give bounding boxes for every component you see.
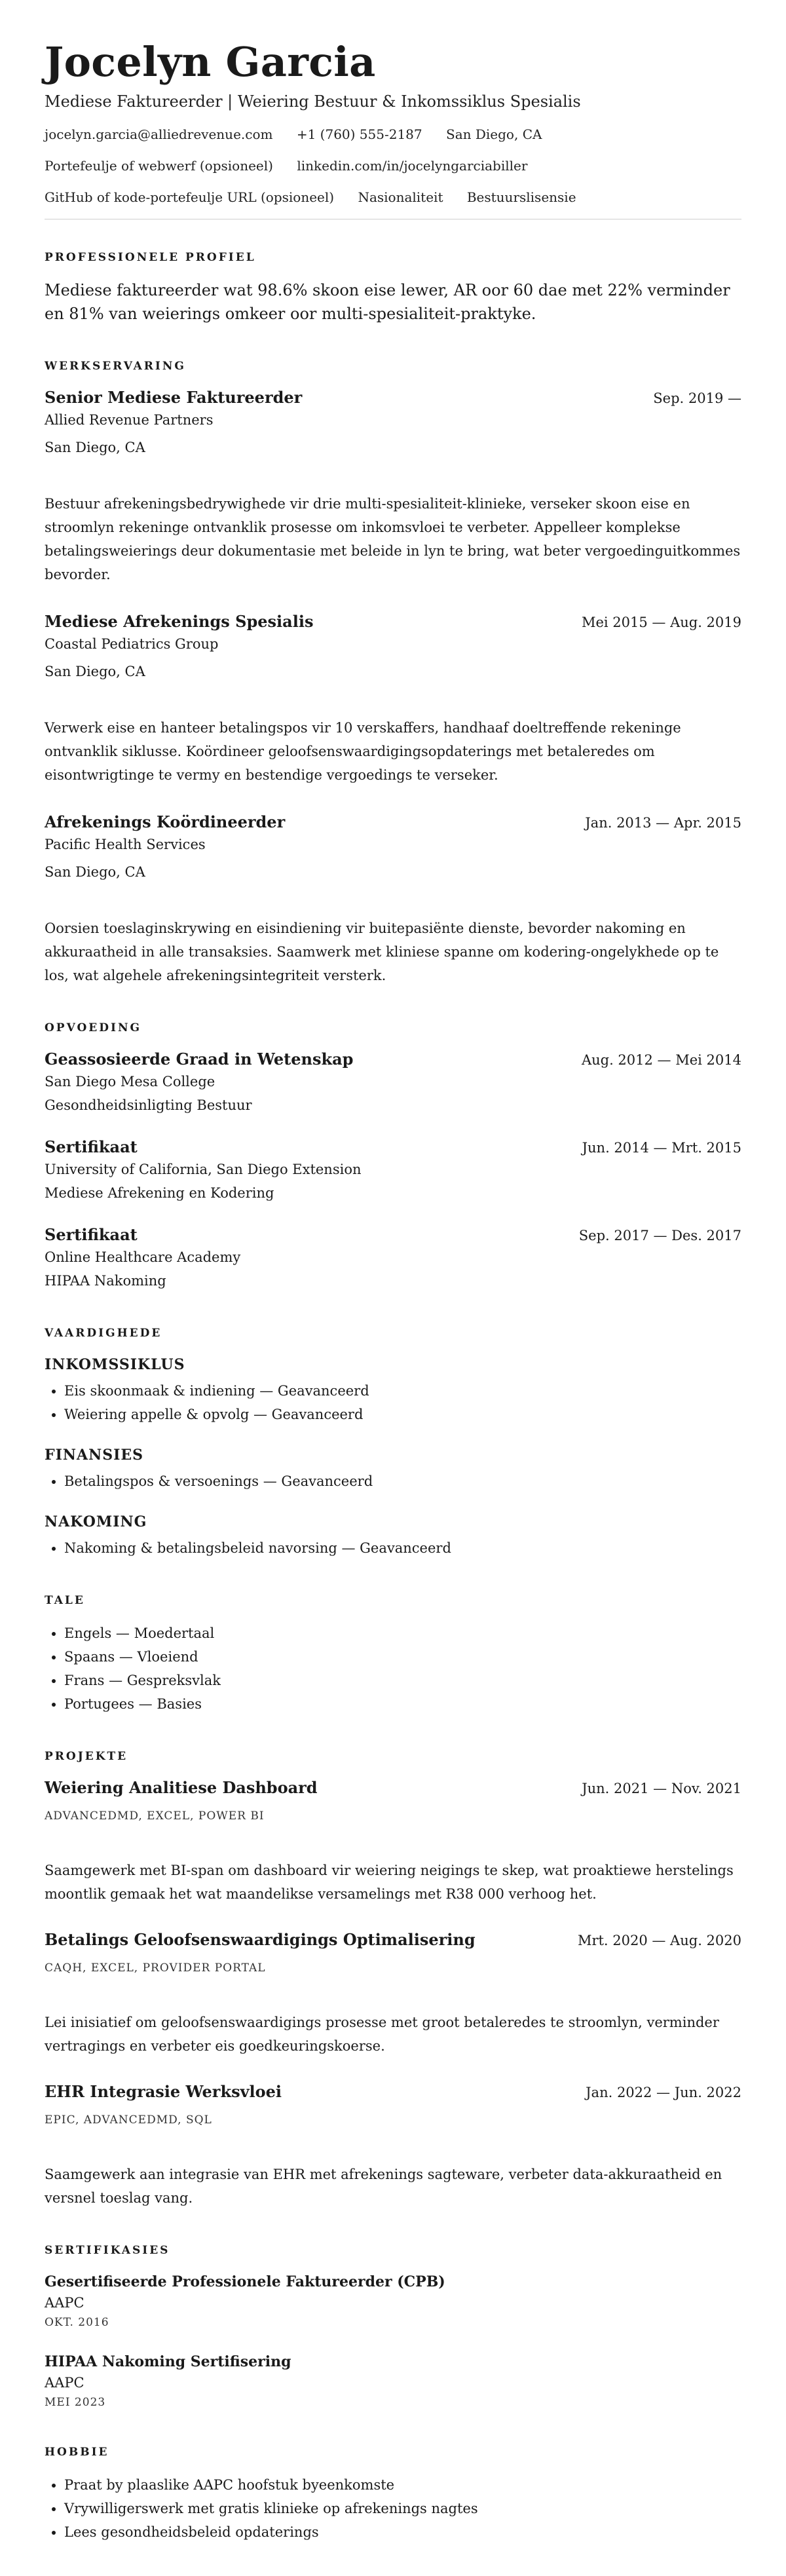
contact-nationality: Nasionaliteit: [358, 189, 443, 205]
project-tech: ADVANCEDMD, EXCEL, POWER BI: [45, 1809, 265, 1823]
language-item: • Portugees — Basies: [64, 1692, 741, 1716]
hobby-list: [45, 2473, 741, 2544]
contact-github[interactable]: GitHub of kode-portefeulje URL (opsioneel): [45, 189, 335, 205]
certification-entry: [45, 2271, 741, 2332]
degree-title: Sertifikaat: [45, 1137, 138, 1156]
job-location: San Diego, CA: [45, 664, 145, 679]
education-entry: [45, 1049, 741, 1117]
skill-item: • Nakoming & betalingsbeleid navorsing — Geavanceerd: [64, 1536, 741, 1560]
certifications-section: [45, 2244, 741, 2412]
certification-name: HIPAA Nakoming Sertifisering: [45, 2353, 291, 2370]
job-dates: Jan. 2013 — Apr. 2015: [585, 815, 741, 831]
contact-portfolio[interactable]: Portefeulje of webwerf (opsioneel): [45, 158, 273, 174]
job-title: Senior Mediese Faktureerder: [45, 388, 303, 407]
job-description: Verwerk eise en hanteer betalingspos vir 10 verskaffers, handhaaf doeltreffende rekeninge ontvanklik siklusse. Koördineer geloofsenswaardigingsopdaterings met betaleredes om eisontwrigtinge te vermy en bestendige vergoedings te verseker.: [45, 720, 681, 783]
summary-text: Mediese faktureerder wat 98.6% skoon eise lewer, AR oor 60 dae met 22% verminder en 81% van weierings omkeer oor multi-spesialiteit-praktyke.: [45, 281, 730, 323]
project-title: EHR Integrasie Werksvloei: [45, 2082, 282, 2101]
skill-group-title: FINANSIES: [45, 1447, 144, 1464]
skills-section: [45, 1327, 741, 1560]
skill-group: [45, 1354, 741, 1426]
job-title: Mediese Afrekenings Spesialis: [45, 612, 314, 631]
project-dates: Mrt. 2020 — Aug. 2020: [577, 1933, 741, 1948]
certification-issuer: AAPC: [45, 2375, 84, 2391]
project-tech: CAQH, EXCEL, PROVIDER PORTAL: [45, 1961, 266, 1975]
project-tech: EPIC, ADVANCEDMD, SQL: [45, 2113, 212, 2127]
projects-section: [45, 1750, 741, 2210]
hobbies-heading: HOBBIE: [45, 2446, 109, 2459]
experience-entry: [45, 387, 741, 586]
certification-issuer: AAPC: [45, 2295, 84, 2311]
experience-heading: WERKSERVARING: [45, 360, 186, 373]
skill-list: [45, 1536, 741, 1560]
contact-row-2: [45, 156, 741, 176]
hobby-item: • Vrywilligerswerk met gratis klinieke op afrekenings nagtes: [64, 2497, 741, 2520]
project-description: Saamgewerk met BI-span om dashboard vir weiering neigings te skep, wat proaktiewe herstelings moontlik gemaak het wat maandelikse versamelings met R38 000 verhoog het.: [45, 1863, 734, 1902]
experience-section: [45, 360, 741, 987]
job-dates: Sep. 2019 —: [653, 390, 741, 406]
project-entry: [45, 1929, 741, 2058]
study-field: HIPAA Nakoming: [45, 1273, 166, 1289]
skill-item: • Eis skoonmaak & indiening — Geavanceerd: [64, 1379, 741, 1403]
skill-group: [45, 1445, 741, 1493]
certification-date: MEI 2023: [45, 2396, 106, 2409]
languages-heading: TALE: [45, 1594, 85, 1607]
summary-section: [45, 251, 741, 326]
skill-list: [45, 1379, 741, 1426]
skill-item: • Betalingspos & versoenings — Geavanceerd: [64, 1469, 741, 1493]
school-name: San Diego Mesa College: [45, 1074, 215, 1089]
skill-group-title: NAKOMING: [45, 1513, 147, 1530]
project-title: Betalings Geloofsenswaardigings Optimalisering: [45, 1930, 476, 1949]
contact-row-3: [45, 187, 741, 207]
certification-entry: [45, 2351, 741, 2412]
certification-date: OKT. 2016: [45, 2316, 109, 2329]
language-item: • Frans — Gespreksvlak: [64, 1669, 741, 1692]
degree-dates: Jun. 2014 — Mrt. 2015: [582, 1140, 741, 1156]
job-title: Afrekenings Koördineerder: [45, 812, 286, 831]
school-name: Online Healthcare Academy: [45, 1249, 241, 1265]
job-location: San Diego, CA: [45, 440, 145, 455]
summary-heading: PROFESSIONELE PROFIEL: [45, 251, 256, 264]
project-entry: [45, 1777, 741, 1906]
project-dates: Jun. 2021 — Nov. 2021: [582, 1781, 741, 1796]
language-list: [45, 1621, 741, 1716]
language-item: • Engels — Moedertaal: [64, 1621, 741, 1645]
education-entry: [45, 1224, 741, 1293]
job-company: Coastal Pediatrics Group: [45, 636, 219, 652]
school-name: University of California, San Diego Extension: [45, 1162, 362, 1177]
hobby-item: • Lees gesondheidsbeleid opdaterings: [64, 2520, 741, 2544]
job-location: San Diego, CA: [45, 864, 145, 880]
education-entry: [45, 1137, 741, 1205]
study-field: Mediese Afrekening en Kodering: [45, 1185, 274, 1201]
skills-heading: VAARDIGHEDE: [45, 1327, 162, 1340]
contact-location: San Diego, CA: [446, 126, 542, 142]
job-description: Oorsien toeslaginskrywing en eisindiening vir buitepasiënte dienste, bevorder nakoming en akkuraatheid in alle transaksies. Saamwerk met kliniese spanne om kodering-ongelykhede op te los, wat algehele afrekeningsintegriteit versterk.: [45, 920, 719, 983]
project-dates: Jan. 2022 — Jun. 2022: [586, 2085, 741, 2100]
experience-entry: [45, 611, 741, 787]
candidate-headline: Mediese Faktureerder | Weiering Bestuur & Inkomssiklus Spesialis: [45, 92, 581, 111]
education-section: [45, 1021, 741, 1293]
contact-row-1: [45, 124, 741, 144]
skill-group-title: INKOMSSIKLUS: [45, 1356, 185, 1373]
contact-license: Bestuurslisensie: [466, 189, 576, 205]
experience-entry: [45, 812, 741, 987]
skill-list: [45, 1469, 741, 1493]
resume-header: [45, 38, 741, 219]
skill-group: [45, 1511, 741, 1560]
candidate-name: Jocelyn Garcia: [45, 38, 376, 86]
project-description: Lei inisiatief om geloofsenswaardigings prosesse met groot betaleredes te stroomlyn, verminder vertragings en verbeter eis goedkeuringskoerse.: [45, 2015, 719, 2054]
contact-email[interactable]: jocelyn.garcia@alliedrevenue.com: [45, 126, 273, 142]
job-dates: Mei 2015 — Aug. 2019: [581, 615, 741, 630]
job-company: Pacific Health Services: [45, 837, 206, 852]
hobbies-section: [45, 2446, 741, 2544]
projects-heading: PROJEKTE: [45, 1750, 128, 1763]
hobby-item: • Praat by plaaslike AAPC hoofstuk byeenkomste: [64, 2473, 741, 2497]
study-field: Gesondheidsinligting Bestuur: [45, 1097, 252, 1113]
contact-linkedin[interactable]: linkedin.com/in/jocelyngarciabiller: [297, 158, 528, 174]
education-heading: OPVOEDING: [45, 1021, 142, 1034]
project-entry: [45, 2081, 741, 2210]
certifications-heading: SERTIFIKASIES: [45, 2244, 170, 2257]
project-description: Saamgewerk aan integrasie van EHR met afrekenings sagteware, verbeter data-akkuraatheid en versnel toeslag vang.: [45, 2167, 722, 2206]
degree-dates: Sep. 2017 — Des. 2017: [578, 1228, 741, 1243]
job-description: Bestuur afrekeningsbedrywighede vir drie multi-spesialiteit-klinieke, verseker skoon eise en stroomlyn rekeninge ontvanklik prosesse om inkomsvloei te verbeter. Appelleer komplekse betalingsweierings deur dokumentasie met beleide in lyn te bring, wat beter vergoedinguitkommes bevorder.: [45, 496, 741, 582]
degree-title: Geassosieerde Graad in Wetenskap: [45, 1050, 354, 1069]
project-title: Weiering Analitiese Dashboard: [45, 1778, 318, 1797]
degree-dates: Aug. 2012 — Mei 2014: [581, 1052, 741, 1068]
job-company: Allied Revenue Partners: [45, 412, 214, 428]
skill-item: • Weiering appelle & opvolg — Geavanceerd: [64, 1403, 741, 1426]
languages-section: [45, 1594, 741, 1716]
language-item: • Spaans — Vloeiend: [64, 1645, 741, 1669]
certification-name: Gesertifiseerde Professionele Faktureerder (CPB): [45, 2273, 445, 2290]
contact-phone[interactable]: +1 (760) 555-2187: [296, 126, 422, 142]
degree-title: Sertifikaat: [45, 1225, 138, 1244]
